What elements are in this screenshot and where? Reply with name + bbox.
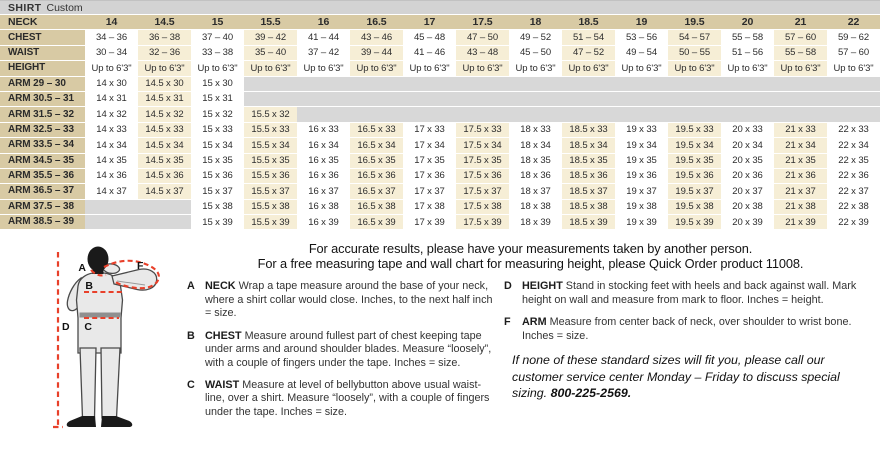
empty-cell bbox=[615, 92, 668, 107]
empty-cell bbox=[456, 77, 509, 92]
size-cell: 32 – 36 bbox=[138, 46, 191, 61]
instruction-term: HEIGHT bbox=[522, 280, 563, 293]
empty-cell bbox=[774, 107, 827, 122]
size-cell: 16.5 x 34 bbox=[350, 138, 403, 153]
empty-cell bbox=[350, 107, 403, 122]
size-cell: 16.5 x 37 bbox=[350, 184, 403, 199]
neck-size-column-header: 17.5 bbox=[456, 15, 509, 30]
size-cell: 20 x 33 bbox=[721, 123, 774, 138]
size-cell: Up to 6'3" bbox=[721, 61, 774, 76]
table-title-custom: Custom bbox=[46, 1, 83, 14]
empty-cell bbox=[562, 107, 615, 122]
size-cell: 15 x 39 bbox=[191, 215, 244, 230]
size-cell: 19 x 35 bbox=[615, 154, 668, 169]
empty-cell bbox=[562, 77, 615, 92]
size-cell: 19.5 x 36 bbox=[668, 169, 721, 184]
size-cell: 16.5 x 38 bbox=[350, 200, 403, 215]
size-cell: 51 – 54 bbox=[562, 30, 615, 45]
measuring-instructions-section bbox=[0, 230, 880, 445]
size-cell: 14.5 x 30 bbox=[138, 77, 191, 92]
person-feet bbox=[67, 416, 133, 427]
size-cell: 19 x 34 bbox=[615, 138, 668, 153]
neck-size-column-header: 20 bbox=[721, 15, 774, 30]
size-cell: 57 – 60 bbox=[774, 30, 827, 45]
empty-cell bbox=[456, 107, 509, 122]
size-cell: 17.5 x 37 bbox=[456, 184, 509, 199]
empty-cell bbox=[138, 200, 191, 215]
size-cell: 47 – 50 bbox=[456, 30, 509, 45]
row-label: ARM 35.5 – 36 bbox=[0, 169, 85, 184]
empty-cell bbox=[350, 77, 403, 92]
size-cell: 22 x 39 bbox=[827, 215, 880, 230]
neck-size-column-header: 14 bbox=[85, 15, 138, 30]
row-label: ARM 33.5 – 34 bbox=[0, 138, 85, 153]
size-cell: 21 x 33 bbox=[774, 123, 827, 138]
empty-cell bbox=[827, 92, 880, 107]
size-cell: 15.5 x 35 bbox=[244, 154, 297, 169]
instruction-text: ARM Measure from center back of neck, over shoulder to wrist bone. Inches = size. bbox=[522, 316, 852, 342]
person-head bbox=[88, 247, 109, 272]
empty-cell bbox=[138, 215, 191, 230]
size-cell: 16 x 33 bbox=[297, 123, 350, 138]
size-cell: 19.5 x 34 bbox=[668, 138, 721, 153]
empty-cell bbox=[509, 77, 562, 92]
size-cell: 16.5 x 39 bbox=[350, 215, 403, 230]
intro-line-2: For a free measuring tape and wall chart for measuring height, please Quick Order product 11008. bbox=[257, 256, 804, 272]
size-cell: 17 x 33 bbox=[403, 123, 456, 138]
size-cell: 20 x 34 bbox=[721, 138, 774, 153]
size-cell: Up to 6'3" bbox=[562, 61, 615, 76]
row-label: ARM 29 – 30 bbox=[0, 77, 85, 92]
neck-size-column-header: 22 bbox=[827, 15, 880, 30]
row-label: ARM 31.5 – 32 bbox=[0, 107, 85, 122]
instruction-key: C bbox=[187, 378, 195, 391]
size-cell: 35 – 40 bbox=[244, 46, 297, 61]
size-cell: 21 x 36 bbox=[774, 169, 827, 184]
size-cell: 15.5 x 36 bbox=[244, 169, 297, 184]
size-cell: 37 – 40 bbox=[191, 30, 244, 45]
size-cell: 14.5 x 31 bbox=[138, 92, 191, 107]
size-cell: 16 x 34 bbox=[297, 138, 350, 153]
size-cell: 14 x 32 bbox=[85, 107, 138, 122]
instruction-text: WAIST Measure at level of bellybutton above usual waist-line, over a shirt. Measure “loosely”, with a couple of fingers under the tape. Inches = size. bbox=[205, 378, 490, 418]
size-cell: 18 x 34 bbox=[509, 138, 562, 153]
size-cell: Up to 6'3" bbox=[244, 61, 297, 76]
figure-label-chest-b: B bbox=[85, 280, 93, 293]
empty-cell bbox=[244, 92, 297, 107]
size-cell: 22 x 37 bbox=[827, 184, 880, 199]
customer-service-phone-number: 800-225-2569. bbox=[550, 386, 632, 401]
instruction-key: B bbox=[187, 329, 195, 342]
table-title-bar bbox=[0, 0, 880, 15]
empty-cell bbox=[721, 77, 774, 92]
size-cell: 50 – 55 bbox=[668, 46, 721, 61]
person-back-view-figure bbox=[0, 240, 180, 445]
empty-cell bbox=[403, 92, 456, 107]
neck-size-column-header: 16 bbox=[297, 15, 350, 30]
size-cell: 15.5 x 39 bbox=[244, 215, 297, 230]
height-measure-line bbox=[53, 252, 63, 427]
row-label: HEIGHT bbox=[0, 61, 85, 76]
size-cell: 17 x 39 bbox=[403, 215, 456, 230]
neck-size-column-header: 18 bbox=[509, 15, 562, 30]
instruction-text: HEIGHT Stand in stocking feet with heels and back against wall. Mark height on wall and measure from mark to floor. Inches = height. bbox=[522, 280, 857, 306]
size-cell: 14 x 34 bbox=[85, 138, 138, 153]
waistband bbox=[80, 313, 122, 318]
size-cell: 34 – 36 bbox=[85, 30, 138, 45]
table-title-shirt: SHIRT bbox=[8, 1, 42, 14]
size-cell: 45 – 50 bbox=[509, 46, 562, 61]
size-cell: 14 x 33 bbox=[85, 123, 138, 138]
size-cell: 19 x 37 bbox=[615, 184, 668, 199]
instruction-term: NECK bbox=[205, 280, 236, 293]
size-cell: 15.5 x 32 bbox=[244, 107, 297, 122]
size-cell: 39 – 44 bbox=[350, 46, 403, 61]
size-cell: 17.5 x 35 bbox=[456, 154, 509, 169]
size-cell: 16 x 38 bbox=[297, 200, 350, 215]
size-cell: 19.5 x 38 bbox=[668, 200, 721, 215]
size-cell: 18.5 x 37 bbox=[562, 184, 615, 199]
size-cell: 53 – 56 bbox=[615, 30, 668, 45]
instruction-key: A bbox=[187, 280, 195, 293]
empty-cell bbox=[403, 107, 456, 122]
size-cell: 16.5 x 36 bbox=[350, 169, 403, 184]
row-label: CHEST bbox=[0, 30, 85, 45]
instruction-item-b bbox=[187, 330, 495, 370]
size-cell: 17.5 x 38 bbox=[456, 200, 509, 215]
size-cell: 49 – 54 bbox=[615, 46, 668, 61]
size-cell: 18 x 33 bbox=[509, 123, 562, 138]
empty-cell bbox=[456, 92, 509, 107]
neck-size-column-header: 17 bbox=[403, 15, 456, 30]
instructions-right-column bbox=[504, 280, 876, 401]
size-cell: 14 x 35 bbox=[85, 154, 138, 169]
row-label: ARM 36.5 – 37 bbox=[0, 184, 85, 199]
size-cell: Up to 6'3" bbox=[85, 61, 138, 76]
size-cell: 55 – 58 bbox=[721, 30, 774, 45]
neck-size-column-header: 16.5 bbox=[350, 15, 403, 30]
size-cell: 14 x 31 bbox=[85, 92, 138, 107]
size-cell: 19 x 38 bbox=[615, 200, 668, 215]
size-cell: 59 – 62 bbox=[827, 30, 880, 45]
empty-cell bbox=[774, 92, 827, 107]
size-cell: 20 x 38 bbox=[721, 200, 774, 215]
figure-label-neck-a: A bbox=[78, 262, 86, 275]
size-cell: 22 x 36 bbox=[827, 169, 880, 184]
size-cell: 15.5 x 37 bbox=[244, 184, 297, 199]
size-cell: 18.5 x 35 bbox=[562, 154, 615, 169]
instruction-term: WAIST bbox=[205, 378, 240, 391]
empty-cell bbox=[403, 77, 456, 92]
empty-cell bbox=[721, 92, 774, 107]
size-cell: Up to 6'3" bbox=[774, 61, 827, 76]
size-cell: 16 x 39 bbox=[297, 215, 350, 230]
empty-cell bbox=[509, 92, 562, 107]
size-cell: 49 – 52 bbox=[509, 30, 562, 45]
size-cell: 20 x 36 bbox=[721, 169, 774, 184]
size-cell: 14 x 30 bbox=[85, 77, 138, 92]
measurement-figure-illustration bbox=[0, 240, 180, 445]
neck-size-column-header: 15 bbox=[191, 15, 244, 30]
empty-cell bbox=[350, 92, 403, 107]
size-cell: 17 x 34 bbox=[403, 138, 456, 153]
neck-size-column-header: 18.5 bbox=[562, 15, 615, 30]
row-label: ARM 37.5 – 38 bbox=[0, 200, 85, 215]
size-cell: 16 x 37 bbox=[297, 184, 350, 199]
size-cell: 21 x 38 bbox=[774, 200, 827, 215]
size-cell: 15 x 34 bbox=[191, 138, 244, 153]
size-cell: 39 – 42 bbox=[244, 30, 297, 45]
size-cell: 17.5 x 34 bbox=[456, 138, 509, 153]
size-cell: 14 x 36 bbox=[85, 169, 138, 184]
size-cell: 15 x 37 bbox=[191, 184, 244, 199]
instruction-text: CHEST Measure around fullest part of chest keeping tape under arms and around shoulder blades. Measure “loosely”, with a couple of fingers under the tape. Inches = size. bbox=[205, 329, 492, 369]
row-label: ARM 34.5 – 35 bbox=[0, 154, 85, 169]
neck-size-column-header: 15.5 bbox=[244, 15, 297, 30]
empty-cell bbox=[297, 77, 350, 92]
person-body bbox=[67, 264, 156, 418]
neck-size-column-header: 14.5 bbox=[138, 15, 191, 30]
size-cell: 19.5 x 37 bbox=[668, 184, 721, 199]
size-cell: 21 x 34 bbox=[774, 138, 827, 153]
empty-cell bbox=[244, 77, 297, 92]
size-cell: 18.5 x 36 bbox=[562, 169, 615, 184]
size-cell: 17.5 x 36 bbox=[456, 169, 509, 184]
size-cell: 20 x 39 bbox=[721, 215, 774, 230]
size-cell: 22 x 35 bbox=[827, 154, 880, 169]
size-cell: 16.5 x 33 bbox=[350, 123, 403, 138]
size-cell: 18.5 x 38 bbox=[562, 200, 615, 215]
size-cell: Up to 6'3" bbox=[456, 61, 509, 76]
empty-cell bbox=[85, 215, 138, 230]
empty-cell bbox=[297, 107, 350, 122]
size-cell: 15.5 x 34 bbox=[244, 138, 297, 153]
size-cell: Up to 6'3" bbox=[297, 61, 350, 76]
size-cell: 21 x 39 bbox=[774, 215, 827, 230]
size-cell: 51 – 56 bbox=[721, 46, 774, 61]
size-cell: 14 x 37 bbox=[85, 184, 138, 199]
size-cell: 22 x 38 bbox=[827, 200, 880, 215]
size-cell: 17 x 35 bbox=[403, 154, 456, 169]
empty-cell bbox=[297, 92, 350, 107]
size-cell: 19.5 x 33 bbox=[668, 123, 721, 138]
size-cell: 22 x 34 bbox=[827, 138, 880, 153]
size-cell: 18.5 x 34 bbox=[562, 138, 615, 153]
size-cell: 18 x 36 bbox=[509, 169, 562, 184]
special-sizing-note bbox=[504, 352, 876, 402]
size-cell: 21 x 35 bbox=[774, 154, 827, 169]
intro-text bbox=[185, 242, 876, 272]
size-cell: Up to 6'3" bbox=[138, 61, 191, 76]
instructions-left-column bbox=[187, 280, 495, 428]
row-label: ARM 30.5 – 31 bbox=[0, 92, 85, 107]
empty-cell bbox=[721, 107, 774, 122]
size-cell: 18.5 x 39 bbox=[562, 215, 615, 230]
size-cell: 19 x 33 bbox=[615, 123, 668, 138]
instruction-term: CHEST bbox=[205, 329, 242, 342]
size-cell: 15 x 36 bbox=[191, 169, 244, 184]
size-cell: 14.5 x 36 bbox=[138, 169, 191, 184]
size-cell: Up to 6'3" bbox=[191, 61, 244, 76]
figure-label-waist-c: C bbox=[84, 321, 92, 334]
size-cell: 16 x 36 bbox=[297, 169, 350, 184]
size-cell: 36 – 38 bbox=[138, 30, 191, 45]
empty-cell bbox=[509, 107, 562, 122]
size-cell: Up to 6'3" bbox=[403, 61, 456, 76]
size-cell: 17 x 36 bbox=[403, 169, 456, 184]
size-cell: 19 x 39 bbox=[615, 215, 668, 230]
shirt-size-table bbox=[0, 15, 880, 230]
empty-cell bbox=[668, 107, 721, 122]
size-cell: 17 x 38 bbox=[403, 200, 456, 215]
neck-size-column-header: 21 bbox=[774, 15, 827, 30]
size-cell: Up to 6'3" bbox=[509, 61, 562, 76]
size-cell: 19 x 36 bbox=[615, 169, 668, 184]
size-cell: 17 x 37 bbox=[403, 184, 456, 199]
empty-cell bbox=[668, 92, 721, 107]
size-cell: Up to 6'3" bbox=[615, 61, 668, 76]
size-cell: 16.5 x 35 bbox=[350, 154, 403, 169]
empty-cell bbox=[562, 92, 615, 107]
row-label: ARM 32.5 – 33 bbox=[0, 123, 85, 138]
size-cell: 41 – 44 bbox=[297, 30, 350, 45]
size-cell: 15.5 x 38 bbox=[244, 200, 297, 215]
size-cell: 57 – 60 bbox=[827, 46, 880, 61]
size-cell: 45 – 48 bbox=[403, 30, 456, 45]
empty-cell bbox=[615, 107, 668, 122]
size-cell: 33 – 38 bbox=[191, 46, 244, 61]
instruction-key: F bbox=[504, 316, 511, 329]
size-cell: 43 – 46 bbox=[350, 30, 403, 45]
size-cell: 14.5 x 34 bbox=[138, 138, 191, 153]
size-cell: Up to 6'3" bbox=[668, 61, 721, 76]
size-cell: 14.5 x 37 bbox=[138, 184, 191, 199]
intro-line-1: For accurate results, please have your measurements taken by another person. bbox=[308, 241, 753, 257]
empty-cell bbox=[615, 77, 668, 92]
instruction-item-c bbox=[187, 379, 495, 419]
instruction-term: ARM bbox=[522, 316, 547, 329]
size-cell: 15.5 x 33 bbox=[244, 123, 297, 138]
size-cell: 30 – 34 bbox=[85, 46, 138, 61]
row-label: ARM 38.5 – 39 bbox=[0, 215, 85, 230]
size-cell: 19.5 x 39 bbox=[668, 215, 721, 230]
instruction-text: NECK Wrap a tape measure around the base of your neck, where a shirt collar would close. Inches, to the next half inch = size. bbox=[205, 280, 493, 320]
instruction-item-d bbox=[504, 280, 876, 307]
size-cell: 15 x 33 bbox=[191, 123, 244, 138]
size-cell: 18 x 38 bbox=[509, 200, 562, 215]
size-cell: 41 – 46 bbox=[403, 46, 456, 61]
size-cell: 18 x 35 bbox=[509, 154, 562, 169]
empty-cell bbox=[827, 107, 880, 122]
empty-cell bbox=[774, 77, 827, 92]
size-cell: 17.5 x 33 bbox=[456, 123, 509, 138]
size-cell: Up to 6'3" bbox=[350, 61, 403, 76]
size-cell: 15 x 32 bbox=[191, 107, 244, 122]
size-cell: 55 – 58 bbox=[774, 46, 827, 61]
size-cell: 20 x 35 bbox=[721, 154, 774, 169]
neck-size-column-header: 19.5 bbox=[668, 15, 721, 30]
size-cell: 16 x 35 bbox=[297, 154, 350, 169]
size-cell: 15 x 35 bbox=[191, 154, 244, 169]
empty-cell bbox=[827, 77, 880, 92]
size-cell: 22 x 33 bbox=[827, 123, 880, 138]
size-cell: 15 x 30 bbox=[191, 77, 244, 92]
size-cell: 20 x 37 bbox=[721, 184, 774, 199]
instruction-item-f bbox=[504, 316, 876, 343]
size-cell: 15 x 31 bbox=[191, 92, 244, 107]
size-cell: 18 x 39 bbox=[509, 215, 562, 230]
row-label: WAIST bbox=[0, 46, 85, 61]
size-cell: 54 – 57 bbox=[668, 30, 721, 45]
instruction-key: D bbox=[504, 280, 512, 293]
empty-cell bbox=[85, 200, 138, 215]
size-cell: 14.5 x 33 bbox=[138, 123, 191, 138]
size-cell: Up to 6'3" bbox=[827, 61, 880, 76]
neck-size-column-header: 19 bbox=[615, 15, 668, 30]
size-cell: 14.5 x 32 bbox=[138, 107, 191, 122]
size-cell: 15 x 38 bbox=[191, 200, 244, 215]
size-cell: 14.5 x 35 bbox=[138, 154, 191, 169]
size-cell: 43 – 48 bbox=[456, 46, 509, 61]
size-cell: 37 – 42 bbox=[297, 46, 350, 61]
instruction-item-a bbox=[187, 280, 495, 320]
empty-cell bbox=[668, 77, 721, 92]
size-cell: 21 x 37 bbox=[774, 184, 827, 199]
size-cell: 18.5 x 33 bbox=[562, 123, 615, 138]
neck-header-label: NECK bbox=[0, 15, 85, 30]
figure-label-arm-f: F bbox=[137, 260, 144, 273]
size-cell: 47 – 52 bbox=[562, 46, 615, 61]
figure-label-height-d: D bbox=[62, 321, 70, 334]
size-cell: 18 x 37 bbox=[509, 184, 562, 199]
size-cell: 17.5 x 39 bbox=[456, 215, 509, 230]
special-sizing-note-text: If none of these standard sizes will fit you, please call our customer service center Monday – Friday to discuss special sizing. bbox=[512, 353, 840, 401]
size-cell: 19.5 x 35 bbox=[668, 154, 721, 169]
